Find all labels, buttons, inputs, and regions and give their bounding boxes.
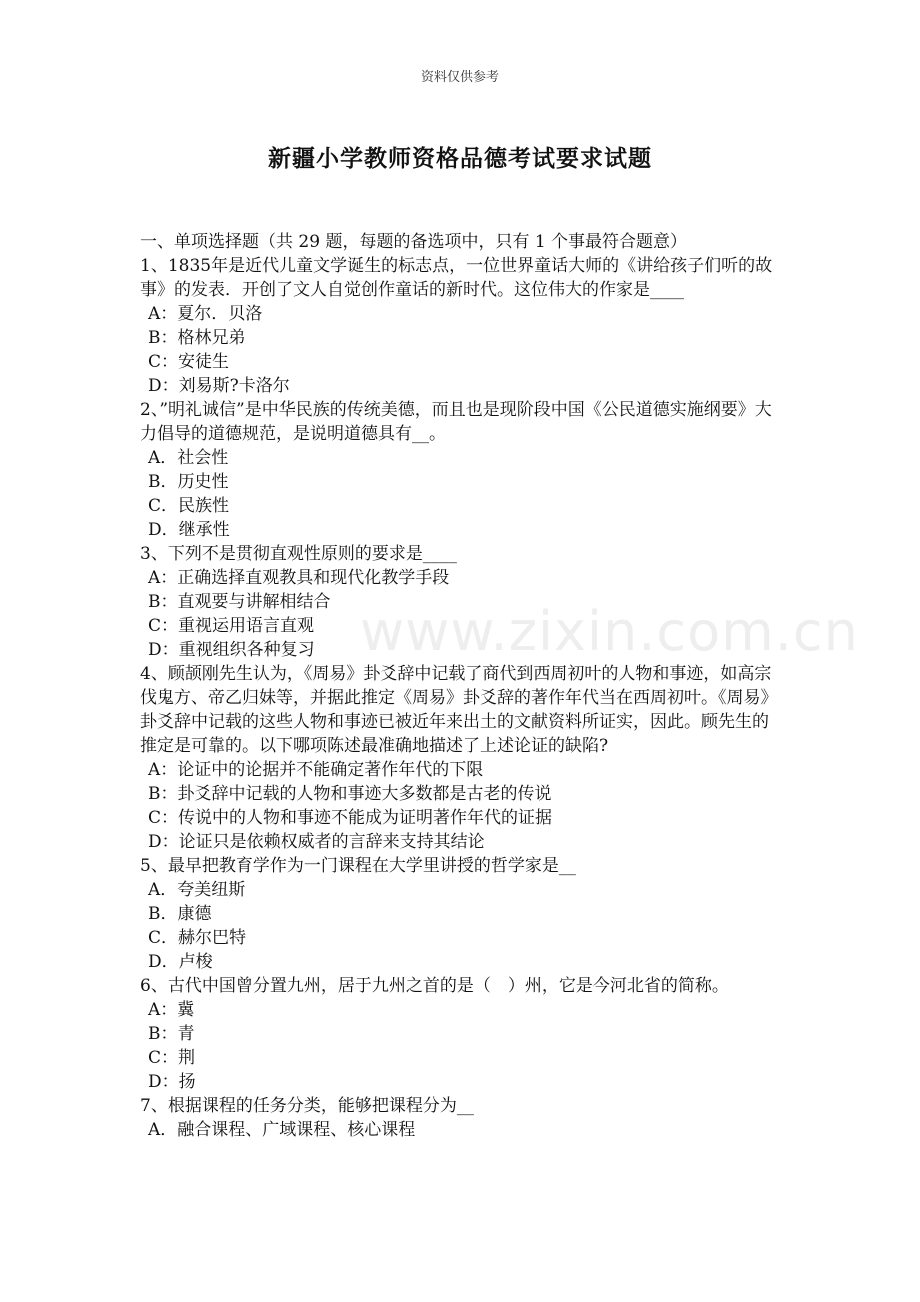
question-4-option-b: B：卦爻辞中记载的人物和事迹大多数都是古老的传说	[148, 784, 552, 804]
question-1-option-a: A：夏尔．贝洛	[148, 304, 263, 324]
question-4-option-d: D：论证只是依赖权威者的言辞来支持其结论	[148, 832, 485, 852]
section-title: 一、单项选择题（共 29 题，每题的备选项中，只有 1 个事最符合题意）	[140, 232, 688, 252]
question-5-option-b: B．康德	[148, 904, 212, 924]
question-4-option-a: A：论证中的论据并不能确定著作年代的下限	[148, 760, 484, 780]
question-2-option-b: B．历史性	[148, 472, 229, 492]
question-2-option-a: A．社会性	[148, 448, 229, 468]
question-3-option-a: A：正确选择直观教具和现代化教学手段	[148, 568, 450, 588]
question-5-option-d: D．卢梭	[148, 952, 213, 972]
question-4-stem: 4、顾颉刚先生认为，《周易》卦爻辞中记载了商代到西周初叶的人物和事迹，如高宗伐鬼方、帝乙归妹等，并据此推定《周易》卦爻辞的著作年代当在西周初叶。《周易》卦爻辞中记载的这些人物和事迹已被近年来出土的文献资料所证实，因此。顾先生的推定是可靠的。以下哪项陈述最准确地描述了上述论证的缺陷?	[140, 664, 778, 756]
question-6-option-c: C：荆	[148, 1048, 196, 1068]
question-5-stem: 5、最早把教育学作为一门课程在大学里讲授的哲学家是__	[140, 856, 576, 876]
question-5-option-c: C．赫尔巴特	[148, 928, 247, 948]
question-1-option-c: C：安徒生	[148, 352, 230, 372]
question-2-option-d: D．继承性	[148, 520, 230, 540]
question-6-stem: 6、古代中国曾分置九州，居于九州之首的是（ ）州，它是今河北省的简称。	[140, 976, 729, 996]
header-note: 资料仅供参考	[420, 70, 499, 85]
question-1-option-d: D：刘易斯?卡洛尔	[148, 376, 290, 396]
question-2-option-c: C．民族性	[148, 496, 230, 516]
question-3-option-c: C：重视运用语言直观	[148, 616, 315, 636]
question-1-stem: 1、1835年是近代儿童文学诞生的标志点，一位世界童话大师的《讲给孩子们听的故事》的发表．开创了文人自觉创作童话的新时代。这位伟大的作家是____	[140, 256, 773, 300]
question-6-option-a: A：冀	[148, 1000, 195, 1020]
question-3-option-b: B：直观要与讲解相结合	[148, 592, 331, 612]
watermark: www.zixin.com.cn	[360, 600, 859, 663]
question-5-option-a: A．夸美纽斯	[148, 880, 246, 900]
question-7-option-a: A．融合课程、广域课程、核心课程	[148, 1120, 416, 1140]
question-list	[140, 230, 785, 1142]
question-4-option-c: C：传说中的人物和事迹不能成为证明著作年代的证据	[148, 808, 553, 828]
question-7-stem: 7、根据课程的任务分类，能够把课程分为__	[140, 1096, 474, 1116]
question-2-stem: 2、”明礼诚信”是中华民族的传统美德，而且也是现阶段中国《公民道德实施纲要》大力倡导的道德规范，是说明道德具有__。	[140, 400, 772, 444]
question-6-option-b: B：青	[148, 1024, 195, 1044]
question-1-option-b: B：格林兄弟	[148, 328, 246, 348]
question-6-option-d: D：扬	[148, 1072, 196, 1092]
page-title: 新疆小学教师资格品德考试要求试题	[268, 145, 652, 172]
question-3-stem: 3、下列不是贯彻直观性原则的要求是____	[140, 544, 457, 564]
question-3-option-d: D：重视组织各种复习	[148, 640, 315, 660]
